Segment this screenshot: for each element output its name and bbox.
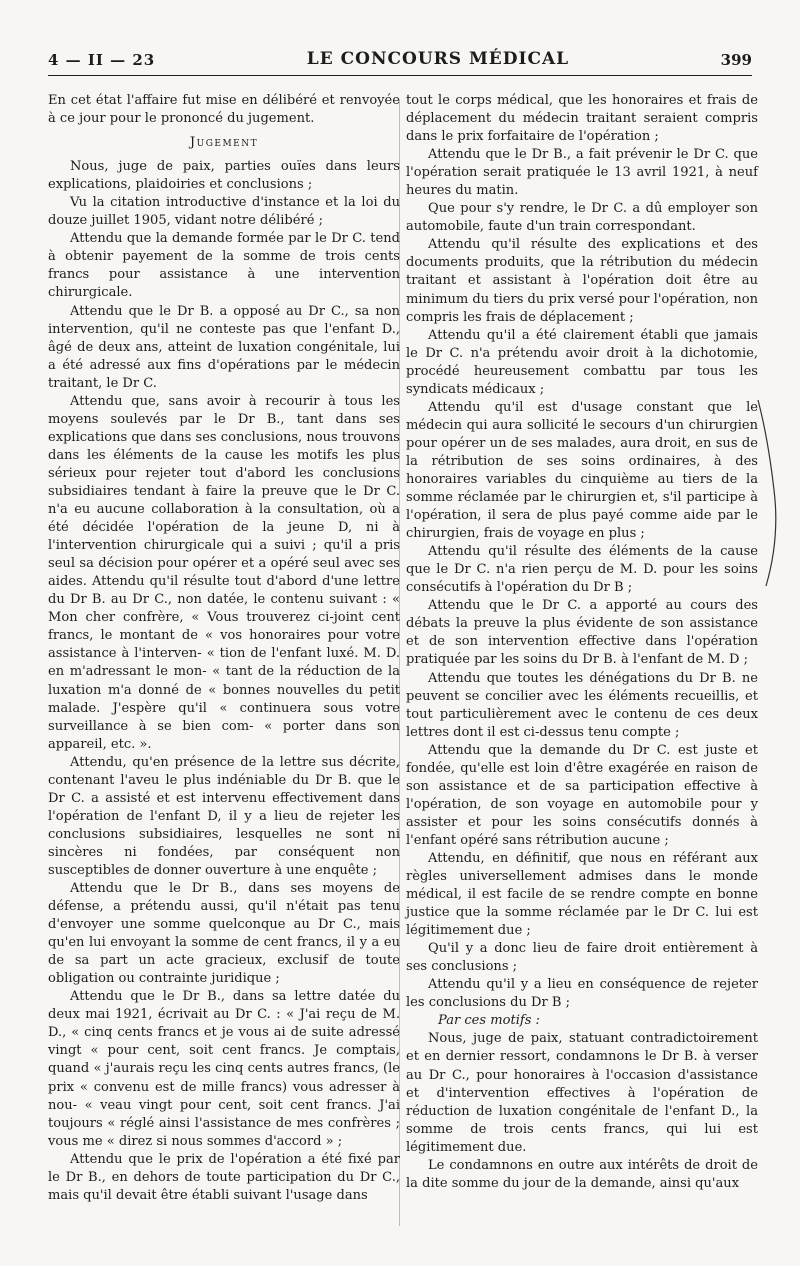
- paragraph: Attendu qu'il résulte des éléments de la cause que le Dr C. n'a rien perçu de M. D. pour les soins consécutifs à l'opération du Dr B ;: [406, 544, 758, 596]
- paragraph: Vu la citation introductive d'instance et la loi du douze juillet 1905, vidant notre délibéré ;: [48, 195, 400, 229]
- paragraph: Attendu qu'il est d'usage constant que le médecin qui aura sollicité le secours d'un chirurgien pour opérer un de ses malades, aura droit, en sus de la rétribution de ses soins ordinaires, à des honoraires variables du cinquième au tiers de la somme réclamée par le chirurgien et, s'il participe à l'opération, il sera de plus payé comme aide par le chirurgien, frais de voyage en plus ;: [406, 399, 758, 542]
- paragraph: Attendu que le prix de l'opération a été fixé par le Dr B., en dehors de toute participation du Dr C., mais qu'il devait être établi suivant l'usage dans: [48, 1151, 400, 1203]
- paragraph: Le condamnons en outre aux intérêts de droit de la dite somme du jour de la demande, ainsi qu'aux: [406, 1157, 758, 1191]
- section-heading: Jugement: [189, 135, 259, 151]
- paragraph: Attendu que le Dr B., dans ses moyens de défense, a prétendu aussi, qu'il n'était pas tenu d'envoyer une somme quelconque au Dr C., mais qu'en lui envoyant la somme de cent francs, il y a eu de sa part un acte gracieux, exclusif de toute obligation ou contrainte juridique ;: [48, 881, 400, 987]
- paragraph: Attendu que la demande du Dr C. est juste et fondée, qu'elle est loin d'être exagérée en raison de son assistance et de sa participation effective à l'opération, de son voyage en automobile pour y assister et pour les soins consécutifs donnés à l'enfant opéré sans rétribution aucune ;: [406, 742, 758, 848]
- paragraph: Attendu que le Dr B. a opposé au Dr C., sa non intervention, qu'il ne conteste pas que l'enfant D., âgé de deux ans, atteint de luxation congénitale, lui a été adressé aux fins d'opérations par le médecin traitant, le Dr C.: [48, 303, 400, 391]
- paragraph: Nous, juge de paix, statuant contradictoirement et en dernier ressort, condamnons le Dr B. à verser au Dr C., pour honoraires à l'occasion d'assistance et d'intervention effectives à l'opération de réduction de luxation congénitale de l'enfant D., la somme de trois cents francs, qui lui est légitimement due.: [406, 1031, 758, 1155]
- paragraph: Qu'il y a donc lieu de faire droit entièrement à ses conclusions ;: [406, 941, 758, 975]
- paragraph: Attendu qu'il y a lieu en conséquence de rejeter les conclusions du Dr B ;: [406, 977, 758, 1011]
- paragraph: En cet état l'affaire fut mise en délibéré et renvoyée à ce jour pour le prononcé du jugement.: [48, 93, 400, 127]
- paragraph: Attendu que le Dr B., a fait prévenir le Dr C. que l'opération serait pratiquée le 13 avril 1921, à neuf heures du matin.: [406, 147, 758, 199]
- paragraph: Par ces motifs :: [438, 1013, 540, 1029]
- issue-date: 4 — II — 23: [48, 51, 156, 69]
- margin-bracket-mark: [754, 398, 794, 588]
- paragraph: Attendu que le Dr B., dans sa lettre datée du deux mai 1921, écrivait au Dr C. : « J'ai reçu de M. D., « cinq cents francs et je vous ai de suite adressé vingt « pour cent, soit cent francs. Je comptais, quand « j'aurais reçu les cinq cents autres francs, (le prix « convenu est de mille francs) vous adresser à nou- « veau vingt pour cent, soit cent francs. J'ai toujours « réglé ainsi l'assistance de mes confrères ; vous me « direz si nous sommes d'accord » ;: [48, 989, 400, 1149]
- paragraph: Que pour s'y rendre, le Dr C. a dû employer son automobile, faute d'un train correspondant.: [406, 201, 758, 235]
- paragraph: Attendu, en définitif, que nous en référant aux règles universellement admises dans le monde médical, il est facile de se rendre compte en bonne justice que la somme réclamée par le Dr C. lui est légitimement due ;: [406, 850, 758, 939]
- paragraph: Attendu que toutes les dénégations du Dr B. ne peuvent se concilier avec les éléments recueillis, et tout particulièrement avec le contenu de ces deux lettres dont il est ci-dessus tenu compte ;: [406, 670, 758, 740]
- journal-title: LE CONCOURS MÉDICAL: [306, 49, 570, 69]
- paragraph: Attendu qu'il a été clairement établi que jamais le Dr C. n'a prétendu avoir droit à la dichotomie, procédé heureusement combattu par tous les syndicats médicaux ;: [406, 327, 758, 397]
- right-column: [406, 92, 758, 1254]
- paragraph: Attendu, qu'en présence de la lettre sus décrite, contenant l'aveu le plus indéniable du Dr B. que le Dr C. a assisté et est intervenu effectivement dans l'opération de l'enfant D, il y a lieu de rejeter les conclusions subsidiaires, lesquelles ne sont ni sincères ni fondées, par conséquent non susceptibles de donner ouverture à une enquête ;: [48, 754, 400, 878]
- paragraph: Nous, juge de paix, parties ouïes dans leurs explications, plaidoiries et conclusions ;: [48, 159, 400, 193]
- running-header: [48, 46, 752, 76]
- article-body: [48, 92, 758, 1254]
- paragraph: Attendu que, sans avoir à recourir à tous les moyens soulevés par le Dr B., tant dans ses explications que dans ses conclusions, nous trouvons dans les éléments de la cause les motifs les plus sérieux pour rejeter tout d'abord les conclusions subsidiaires tendant à faire la preuve que le Dr C. n'a eu aucune collaboration à la consultation, où a été décidée l'opération de la jeune D, ni à l'intervention chirurgicale qui a suivi ; qu'il a pris seul sa décision pour opérer et a opéré seul avec ses aides. Attendu qu'il résulte tout d'abord d'une lettre du Dr B. au Dr C., non datée, le contenu suivant : « Mon cher confrère, « Vous trouverez ci-joint cent francs, le montant de « vos honoraires pour votre assistance à l'interven- « tion de l'enfant luxé. M. D. en m'adressant le mon- « tant de la réduction de la luxation m'a donné de « bonnes nouvelles du petit malade. J'espère qu'il « continuera sous votre surveillance à se bien com- « porter dans son appareil, etc. ».: [48, 393, 400, 752]
- paragraph: tout le corps médical, que les honoraires et frais de déplacement du médecin traitant seraient compris dans le prix forfaitaire de l'opération ;: [406, 93, 758, 145]
- paragraph: Attendu qu'il résulte des explications et des documents produits, que la rétribution du médecin traitant et assistant à l'opération doit être au minimum du tiers du prix versé pour l'opération, non compris les frais de déplacement ;: [406, 237, 758, 325]
- paragraph: Attendu que la demande formée par le Dr C. tend à obtenir payement de la somme de trois cents francs pour assistance à une intervention chirurgicale.: [48, 231, 400, 301]
- left-column: [48, 92, 400, 1254]
- page-number: 399: [720, 51, 752, 69]
- paragraph: Attendu que le Dr C. a apporté au cours des débats la preuve la plus évidente de son assistance et de son intervention effective dans l'opération pratiquée par les soins du Dr B. à l'enfant de M. D ;: [406, 598, 758, 668]
